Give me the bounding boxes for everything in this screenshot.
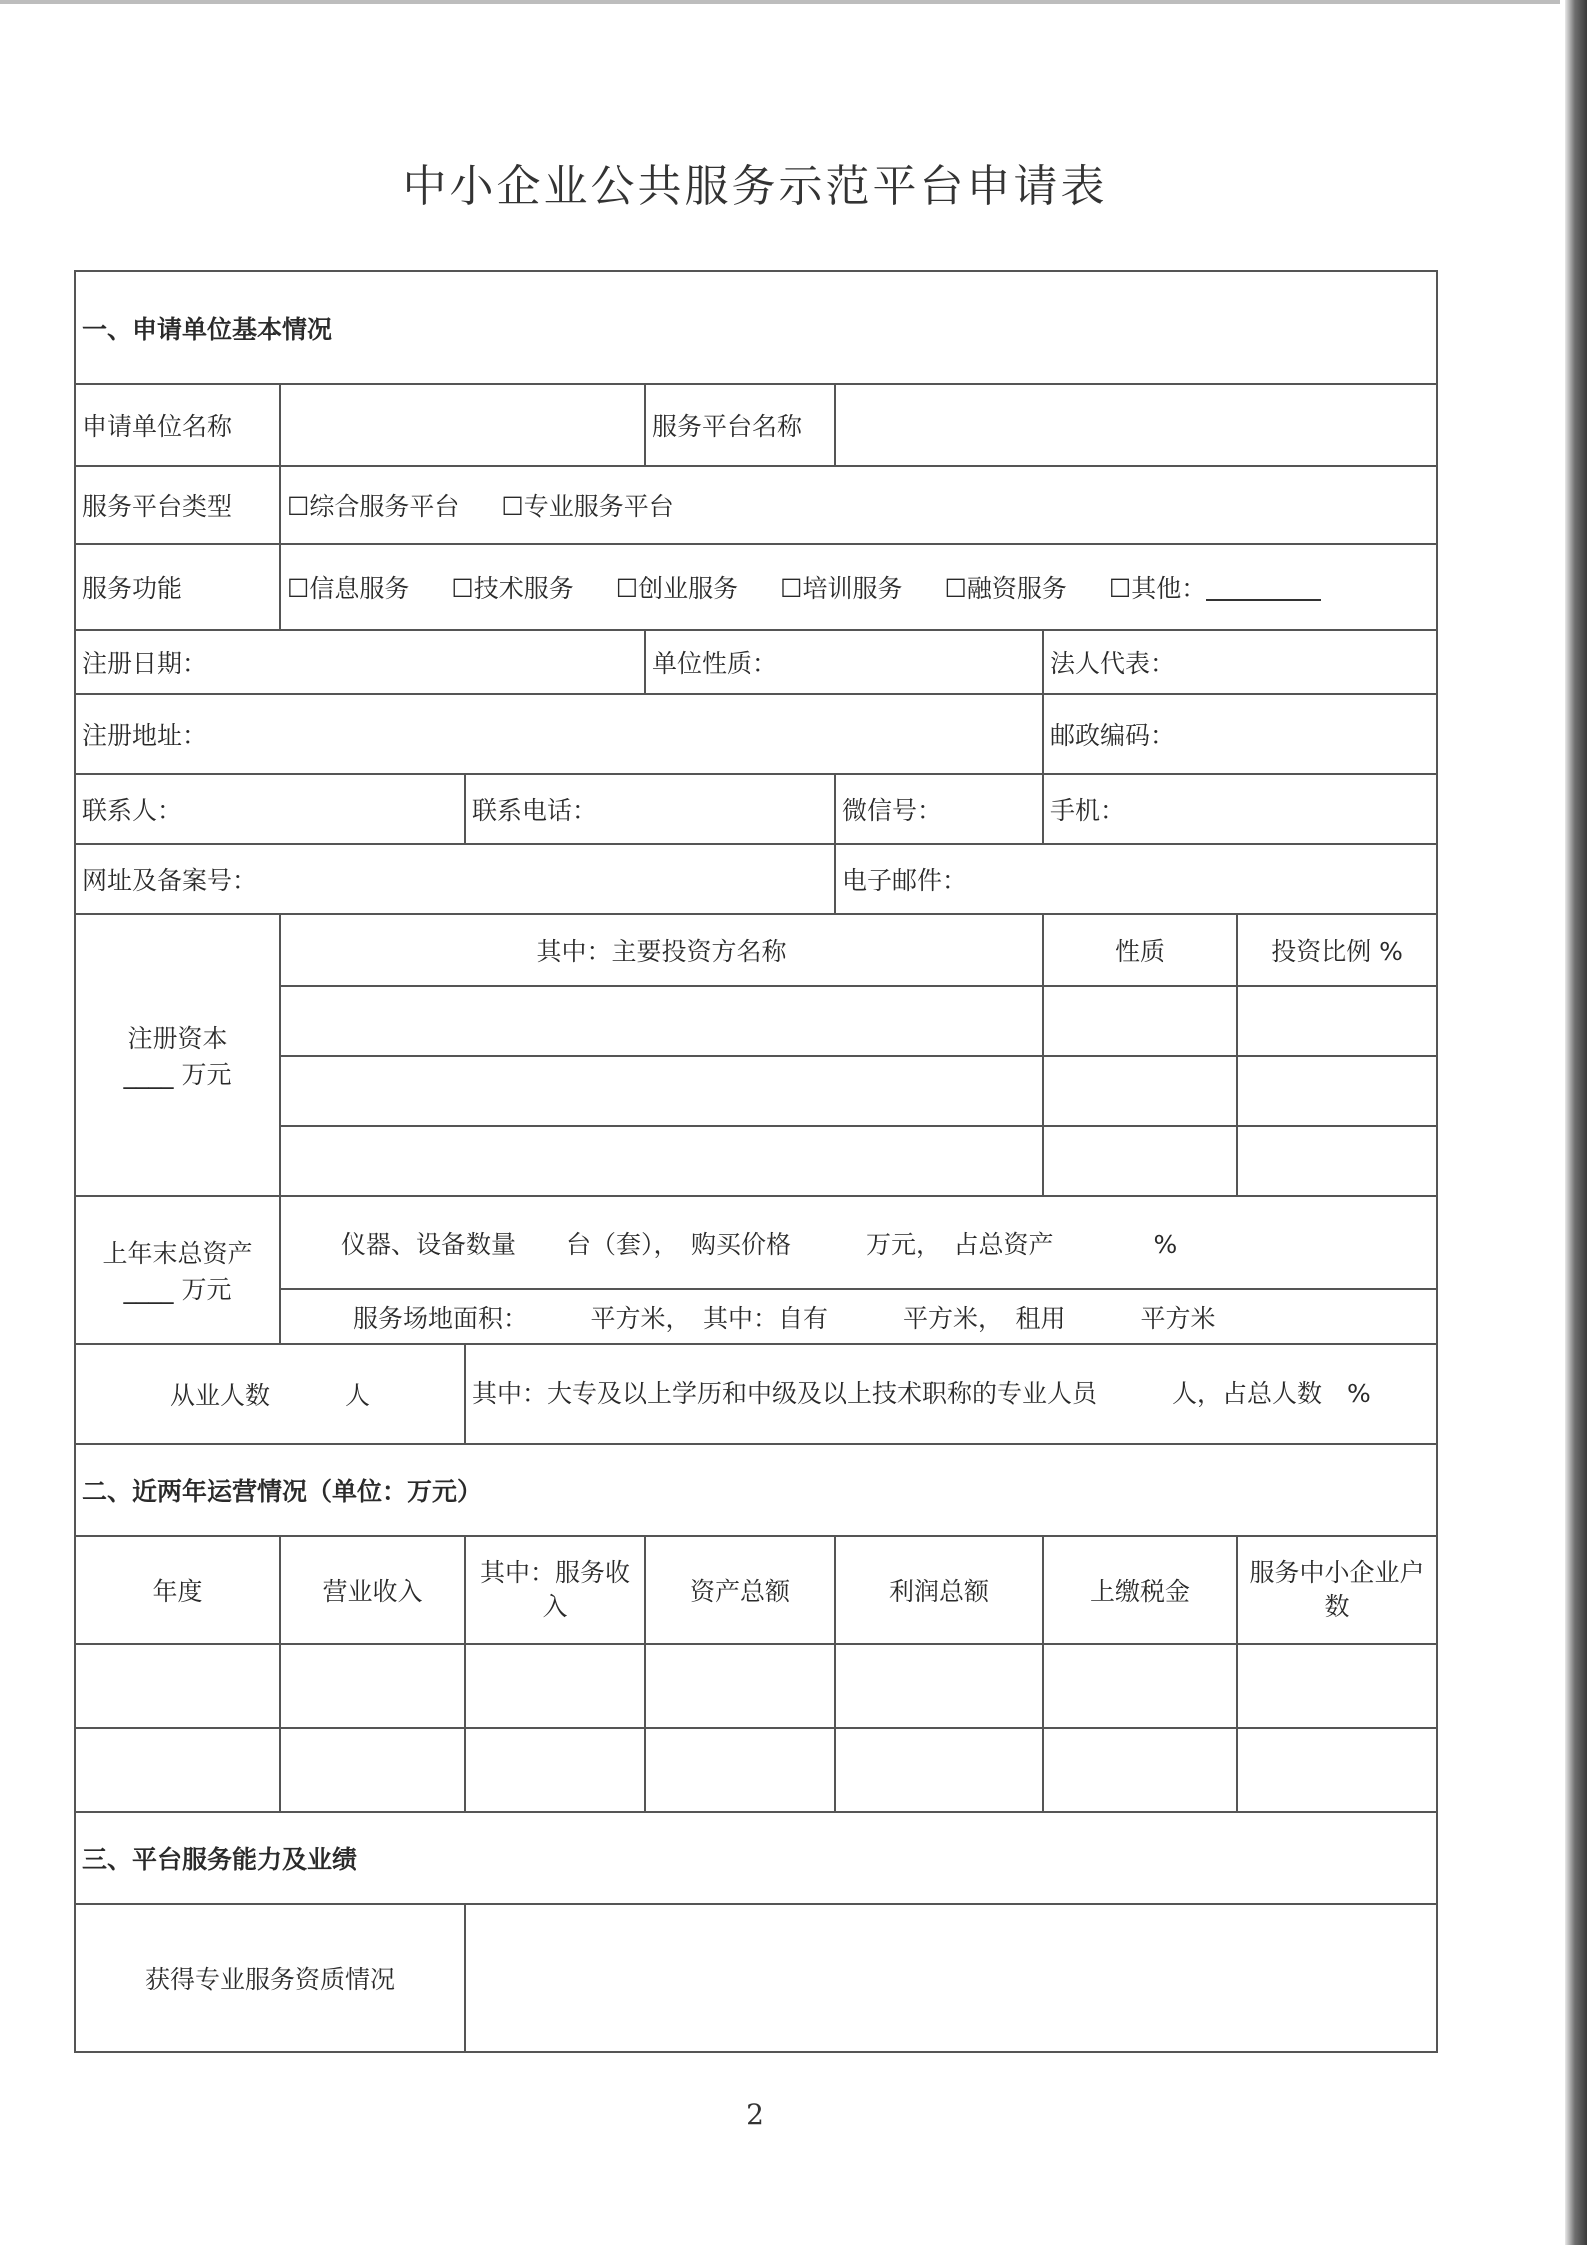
section1-heading: 一、申请单位基本情况 [75,271,1437,384]
ops-cell[interactable] [465,1728,645,1812]
other-service-blank[interactable] [1206,574,1321,601]
investor-ratio-header: 投资比例 % [1237,914,1437,986]
checkbox-info-service[interactable]: ☐信息服务 [287,574,410,603]
investor-name-cell[interactable] [280,986,1043,1056]
platform-type-options [280,466,1437,544]
total-assets-title: 上年末总资产 [102,1239,253,1268]
ops-cell[interactable] [1043,1728,1237,1812]
reg-address-field[interactable]: 注册地址： [75,694,1043,774]
reg-capital-unit: ____ 万元 [123,1060,232,1089]
platform-name-label: 服务平台名称 [645,384,835,466]
scan-top-edge [0,0,1560,4]
page-number: 2 [746,2098,764,2131]
section2-heading: 二、近两年运营情况（单位：万元） [75,1444,1437,1536]
checkbox-specialized-platform[interactable]: ☐专业服务平台 [501,492,674,521]
reg-capital-title: 注册资本 [127,1024,228,1053]
ops-cell[interactable] [280,1728,465,1812]
qualification-label: 获得专业服务资质情况 [75,1904,465,2052]
investor-nature-cell[interactable] [1043,1126,1237,1196]
platform-name-field[interactable] [835,384,1437,466]
staff-detail-field[interactable]: 其中：大专及以上学历和中级及以上技术职称的专业人员 人，占总人数 % [465,1344,1437,1444]
total-assets-unit: ____ 万元 [123,1275,232,1304]
total-assets-label [75,1196,280,1344]
applicant-name-field[interactable] [280,384,645,466]
ops-cell[interactable] [465,1644,645,1728]
service-function-options [280,544,1437,630]
checkbox-comprehensive-platform[interactable]: ☐综合服务平台 [287,492,460,521]
section3-heading: 三、平台服务能力及业绩 [75,1812,1437,1904]
scan-right-edge [1565,0,1587,2245]
investor-ratio-cell[interactable] [1237,986,1437,1056]
checkbox-tech-service[interactable]: ☐技术服务 [451,574,574,603]
unit-nature-field[interactable]: 单位性质： [645,630,1043,694]
qualification-field[interactable] [465,1904,1437,2052]
email-field[interactable]: 电子邮件： [835,844,1437,914]
investor-nature-header: 性质 [1043,914,1237,986]
ops-cell[interactable] [75,1644,280,1728]
checkbox-startup-service[interactable]: ☐创业服务 [615,574,739,603]
mobile-field[interactable]: 手机： [1043,774,1437,844]
legal-rep-field[interactable]: 法人代表： [1043,630,1437,694]
page-title: 中小企业公共服务示范平台申请表 [402,161,1108,212]
header-year: 年度 [75,1536,280,1644]
ops-cell[interactable] [1043,1644,1237,1728]
checkbox-training-service[interactable]: ☐培训服务 [780,574,903,603]
header-total-profit: 利润总额 [835,1536,1043,1644]
website-field[interactable]: 网址及备案号： [75,844,835,914]
investor-name-cell[interactable] [280,1056,1043,1126]
checkbox-financing-service[interactable]: ☐融资服务 [944,574,1067,603]
investor-ratio-cell[interactable] [1237,1056,1437,1126]
postcode-field[interactable]: 邮政编码： [1043,694,1437,774]
ops-cell[interactable] [645,1644,835,1728]
equipment-info-field[interactable]: 仪器、设备数量 台（套）， 购买价格 万元， 占总资产 % [280,1196,1437,1289]
contact-person-field[interactable]: 联系人： [75,774,465,844]
site-area-field[interactable]: 服务场地面积： 平方米， 其中：自有 平方米， 租用 平方米 [280,1289,1437,1344]
ops-cell[interactable] [835,1728,1043,1812]
investor-name-header: 其中：主要投资方名称 [280,914,1043,986]
contact-phone-field[interactable]: 联系电话： [465,774,835,844]
investor-nature-cell[interactable] [1043,1056,1237,1126]
application-form-table [74,270,1438,2053]
ops-cell[interactable] [1237,1728,1437,1812]
header-service-revenue: 其中：服务收入 [465,1536,645,1644]
investor-ratio-cell[interactable] [1237,1126,1437,1196]
ops-cell[interactable] [835,1644,1043,1728]
ops-cell[interactable] [75,1728,280,1812]
header-taxes-paid: 上缴税金 [1043,1536,1237,1644]
header-total-assets: 资产总额 [645,1536,835,1644]
header-revenue: 营业收入 [280,1536,465,1644]
investor-name-cell[interactable] [280,1126,1043,1196]
header-sme-served: 服务中小企业户数 [1237,1536,1437,1644]
applicant-name-label: 申请单位名称 [75,384,280,466]
service-function-label: 服务功能 [75,544,280,630]
investor-nature-cell[interactable] [1043,986,1237,1056]
ops-cell[interactable] [645,1728,835,1812]
checkbox-other-service[interactable]: ☐其他： [1108,574,1207,603]
reg-date-field[interactable]: 注册日期： [75,630,645,694]
ops-cell[interactable] [280,1644,465,1728]
ops-cell[interactable] [1237,1644,1437,1728]
staff-count-field[interactable]: 从业人数 人 [75,1344,465,1444]
platform-type-label: 服务平台类型 [75,466,280,544]
reg-capital-label [75,914,280,1196]
wechat-field[interactable]: 微信号： [835,774,1043,844]
